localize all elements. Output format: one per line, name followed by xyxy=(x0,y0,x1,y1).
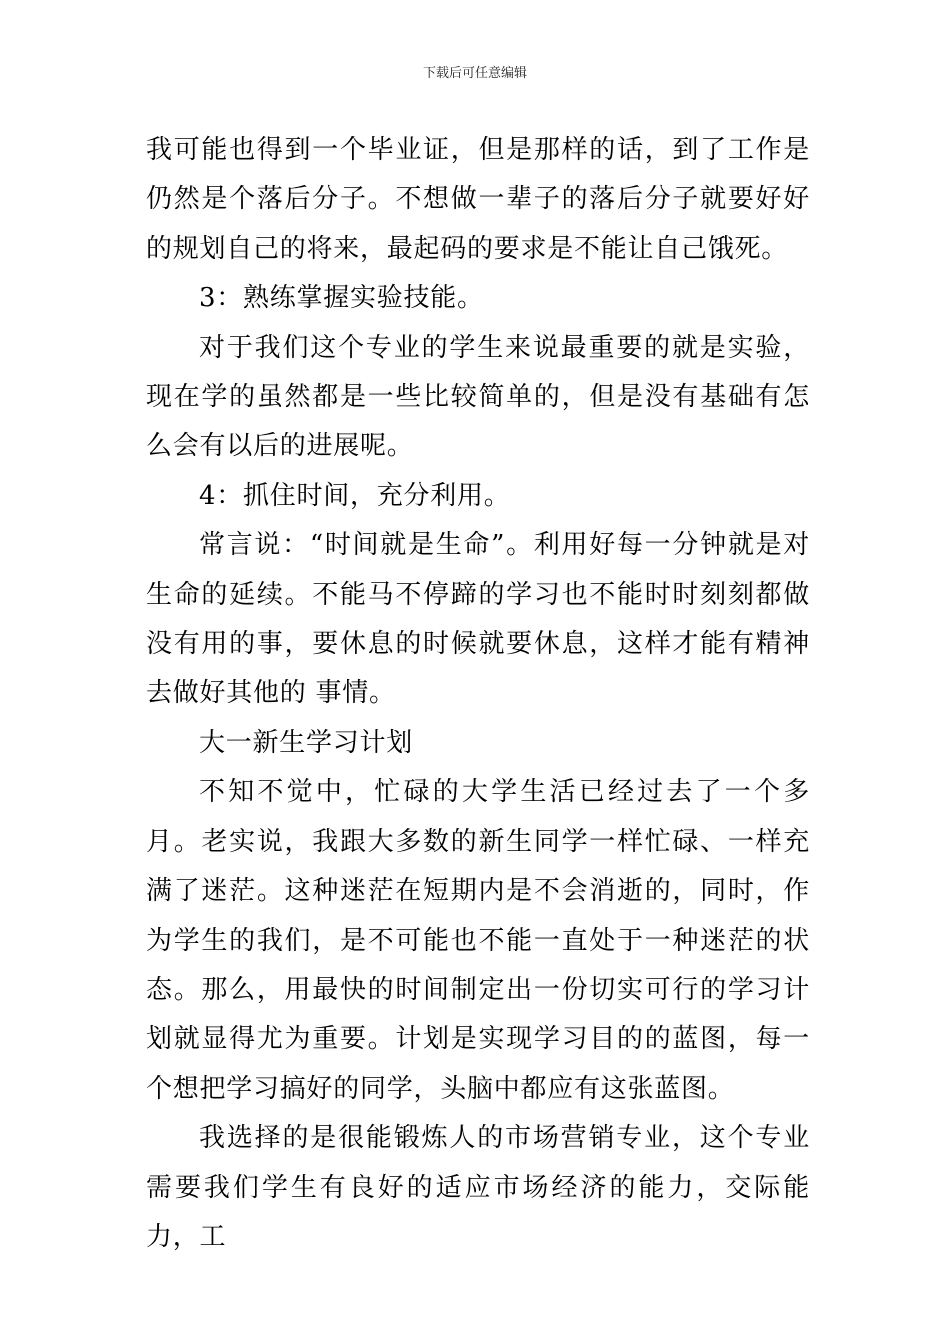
document-body xyxy=(146,126,810,1262)
page-header: 下载后可任意编辑 xyxy=(422,66,527,81)
paragraph-6: 不知不觉中，忙碌的大学生活已经过去了一个多月。老实说，我跟大多数的新生同学一样忙碌、一样充满了迷茫。这种迷茫在短期内是不会消逝的，同时，作为学生的我们，是不可能也不能一直处于一种迷茫的状态。那么，用最快的时间制定出一份切实可行的学习计划就显得尤为重要。计划是实现学习目的的蓝图，每一个想把学习搞好的同学，头脑中都应有这张蓝图。 xyxy=(146,777,810,1104)
paragraph-3: 对于我们这个专业的学生来说最重要的就是实验，现在学的虽然都是一些比较简单的，但是没有基础有怎么会有以后的进展呢。 xyxy=(146,332,810,462)
paragraph-5: 常言说：“时间就是生命”。利用好每一分钟就是对生命的延续。不能马不停蹄的学习也不能时时刻刻都做没有用的事，要休息的时候就要休息，这样才能有精神去做好其他的 事情。 xyxy=(146,530,810,709)
section-heading: 大一新生学习计划 xyxy=(199,727,414,758)
paragraph-2: 3：熟练掌握实验技能。 xyxy=(199,283,484,314)
paragraph-7: 我选择的是很能锻炼人的市场营销专业，这个专业需要我们学生有良好的适应市场经济的能力，交际能力，工 xyxy=(146,1123,810,1252)
paragraph-4: 4：抓住时间，充分利用。 xyxy=(199,480,511,511)
paragraph-1: 我可能也得到一个毕业证，但是那样的话，到了工作是仍然是个落后分子。不想做一辈子的落后分子就要好好的规划自己的将来，最起码的要求是不能让自己饿死。 xyxy=(146,135,810,264)
